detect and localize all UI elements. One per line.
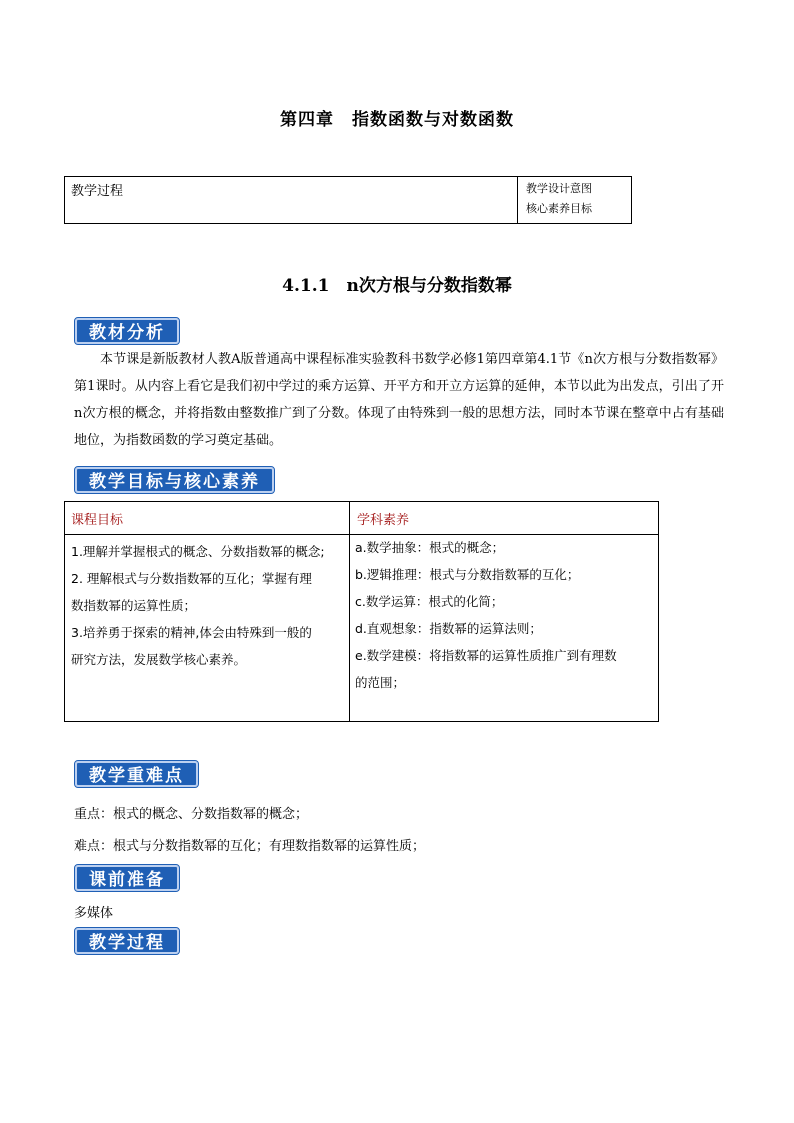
literacy-line: 的范围； bbox=[355, 675, 406, 690]
analysis-badge: 教材分析 bbox=[75, 318, 179, 344]
legend-core-literacy: 核心素养目标 bbox=[526, 202, 592, 215]
goals-table-divider bbox=[349, 502, 350, 721]
key-point-text: 重点：根式的概念、分数指数幂的概念； bbox=[74, 807, 309, 822]
analysis-paragraph: 本节课是新版教材人教A版普通高中课程标准实验教科书数学必修1第四章第4.1节《n次方根与分数指数幂》第1课时。从内容上看它是我们初中学过的乘方运算、开平方和开立方运算的延伸，本节以此为出发点，引出了开n次方根的概念，并将指数由整数推广到了分数。体现了由特殊到一般的思想方法，同时本节课在整章中占有基础地位，为指数函数的学习奠定基础。 bbox=[74, 352, 724, 448]
prep-badge: 课前准备 bbox=[75, 865, 179, 891]
course-goal-line: 3.培养勇于探索的精神,体会由特殊到一般的 bbox=[71, 625, 312, 640]
literacy-line: a.数学抽象：根式的概念； bbox=[355, 540, 505, 555]
course-goals-header: 课程目标 bbox=[71, 513, 124, 528]
difficult-point-text: 难点：根式与分数指数幂的互化；有理数指数幂的运算性质； bbox=[74, 839, 426, 854]
literacy-line: b.逻辑推理：根式与分数指数幂的互化； bbox=[355, 567, 580, 582]
legend-right-cell bbox=[518, 177, 631, 227]
chapter-title: 第四章 指数函数与对数函数 bbox=[280, 110, 514, 130]
course-goal-line: 研究方法，发展数学核心素养。 bbox=[71, 652, 247, 667]
legend-design-intent: 教学设计意图 bbox=[526, 182, 592, 195]
subject-literacy-header: 学科素养 bbox=[357, 513, 410, 528]
literacy-line: e.数学建模：将指数幂的运算性质推广到有理数 bbox=[355, 648, 617, 663]
process-badge: 教学过程 bbox=[75, 928, 179, 954]
course-goal-line: 2. 理解根式与分数指数幂的互化；掌握有理 bbox=[71, 571, 312, 586]
course-goals-list bbox=[71, 538, 343, 673]
goals-table bbox=[64, 501, 659, 722]
literacy-line: c.数学运算：根式的化简； bbox=[355, 594, 504, 609]
section-title: 4.1.1 n次方根与分数指数幂 bbox=[282, 276, 512, 296]
legend-table bbox=[64, 176, 632, 224]
prep-text: 多媒体 bbox=[74, 906, 114, 921]
legend-left-cell: 教学过程 bbox=[65, 177, 518, 223]
course-goal-line: 1.理解并掌握根式的概念、分数指数幂的概念; bbox=[71, 544, 325, 559]
literacy-line: d.直观想象：指数幂的运算法则； bbox=[355, 621, 542, 636]
keypoints-badge: 教学重难点 bbox=[75, 761, 198, 787]
goals-badge: 教学目标与核心素养 bbox=[75, 467, 274, 493]
course-goal-line: 数指数幂的运算性质； bbox=[71, 598, 197, 613]
subject-literacy-list bbox=[355, 534, 655, 696]
